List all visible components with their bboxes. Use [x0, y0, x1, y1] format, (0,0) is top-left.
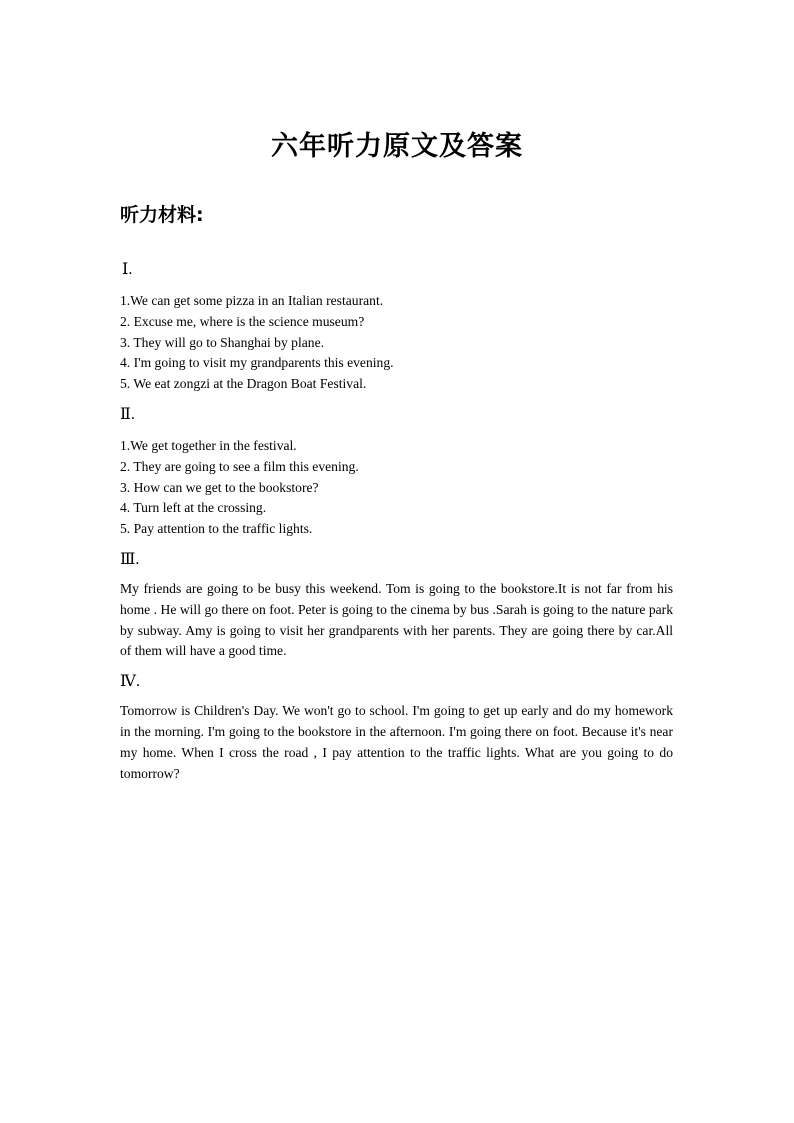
- section-2-lines: [120, 436, 673, 540]
- section-heading-2: Ⅱ.: [120, 405, 135, 423]
- list-item: 3. How can we get to the bookstore?: [120, 479, 319, 495]
- list-item: 4. I'm going to visit my grandparents this evening.: [120, 355, 394, 371]
- list-item: 5. We eat zongzi at the Dragon Boat Festival.: [120, 376, 367, 392]
- list-item: 1.We get together in the festival.: [120, 437, 297, 453]
- section-heading-4: Ⅳ.: [120, 673, 140, 691]
- list-item: 4. Turn left at the crossing.: [120, 500, 267, 516]
- section-1-lines: [120, 291, 673, 395]
- list-item: 1.We can get some pizza in an Italian restaurant.: [120, 293, 384, 308]
- section-3-paragraph: My friends are going to be busy this weekend. Tom is going to the bookstore.It is not far from his home . He will go there on foot. Peter is going to the cinema by bus .Sarah is going to the nature park by subway. Amy is going to visit her grandparents with her parents. They are going there by car.All of them will have a good time.: [120, 580, 673, 659]
- section-4-paragraph: Tomorrow is Children's Day. We won't go to school. I'm going to get up early and do my homework in the morning. I'm going to the bookstore in the afternoon. I'm going there on foot. Because it's near my home. When I cross the road , I pay attention to the traffic lights. What are you going to do tomorrow?: [120, 703, 673, 781]
- list-item: 2. They are going to see a film this evening.: [120, 458, 359, 474]
- section-heading-1: Ⅰ.: [122, 261, 133, 278]
- list-item: 3. They will go to Shanghai by plane.: [120, 334, 325, 350]
- list-item: 5. Pay attention to the traffic lights.: [120, 521, 313, 537]
- list-item: 2. Excuse me, where is the science museum?: [120, 313, 365, 329]
- section-heading-3: Ⅲ.: [120, 550, 140, 568]
- section-subtitle: 听力材料:: [120, 204, 204, 226]
- page-title: 六年听力原文及答案: [271, 131, 523, 162]
- listening-material: [120, 259, 673, 793]
